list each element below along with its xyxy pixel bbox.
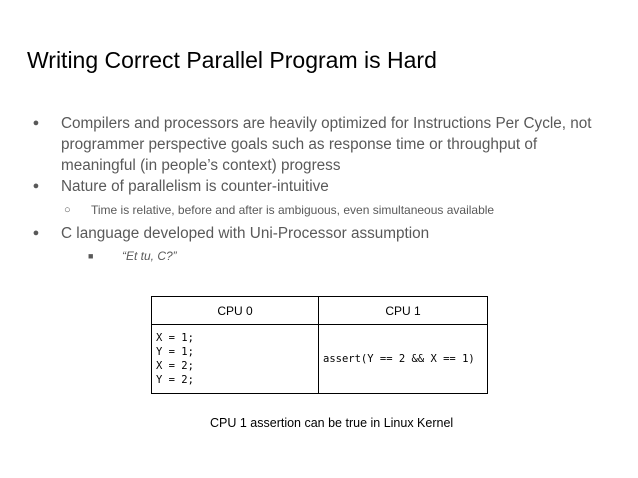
- quote-text: “Et tu, C?”: [122, 249, 177, 263]
- bullet-item: [30, 223, 610, 244]
- bullet-text: Nature of parallelism is counter-intuitive: [61, 178, 329, 195]
- table-row: [152, 325, 488, 394]
- sub-sub-bullet-item: [30, 246, 610, 266]
- sub-bullet-text: Time is relative, before and after is ambiguous, even simultaneous available: [91, 203, 495, 217]
- table-header-row: [152, 297, 488, 325]
- cpu1-header: CPU 1: [319, 297, 488, 325]
- cpu0-cell: [152, 325, 319, 394]
- cpu1-cell: [319, 325, 488, 394]
- hollow-circle-icon: ○: [64, 204, 71, 216]
- bullet-dot-icon: ●: [32, 117, 40, 129]
- cpu-code-table: [151, 296, 488, 394]
- bullet-item: [30, 176, 610, 197]
- sub-bullet-item: [30, 200, 610, 220]
- bullet-item: [30, 113, 610, 176]
- cpu0-header: CPU 0: [152, 297, 319, 325]
- cpu1-code: assert(Y == 2 && X == 1): [323, 353, 475, 365]
- bullet-dot-icon: ●: [32, 227, 40, 239]
- bullet-list: [30, 113, 610, 266]
- bullet-dot-icon: ●: [32, 180, 40, 192]
- cpu0-code: X = 1; Y = 1; X = 2; Y = 2;: [156, 332, 194, 386]
- slide-title: Writing Correct Parallel Program is Hard: [27, 47, 437, 73]
- table-caption: CPU 1 assertion can be true in Linux Kernel: [210, 416, 454, 430]
- bullet-text: Compilers and processors are heavily optimized for Instructions Per Cycle, not programmer perspective goals such as response time or throughput of meaningful (in people’s context) progress: [61, 115, 592, 174]
- square-bullet-icon: ■: [88, 251, 94, 261]
- bullet-text: C language developed with Uni-Processor assumption: [61, 225, 430, 242]
